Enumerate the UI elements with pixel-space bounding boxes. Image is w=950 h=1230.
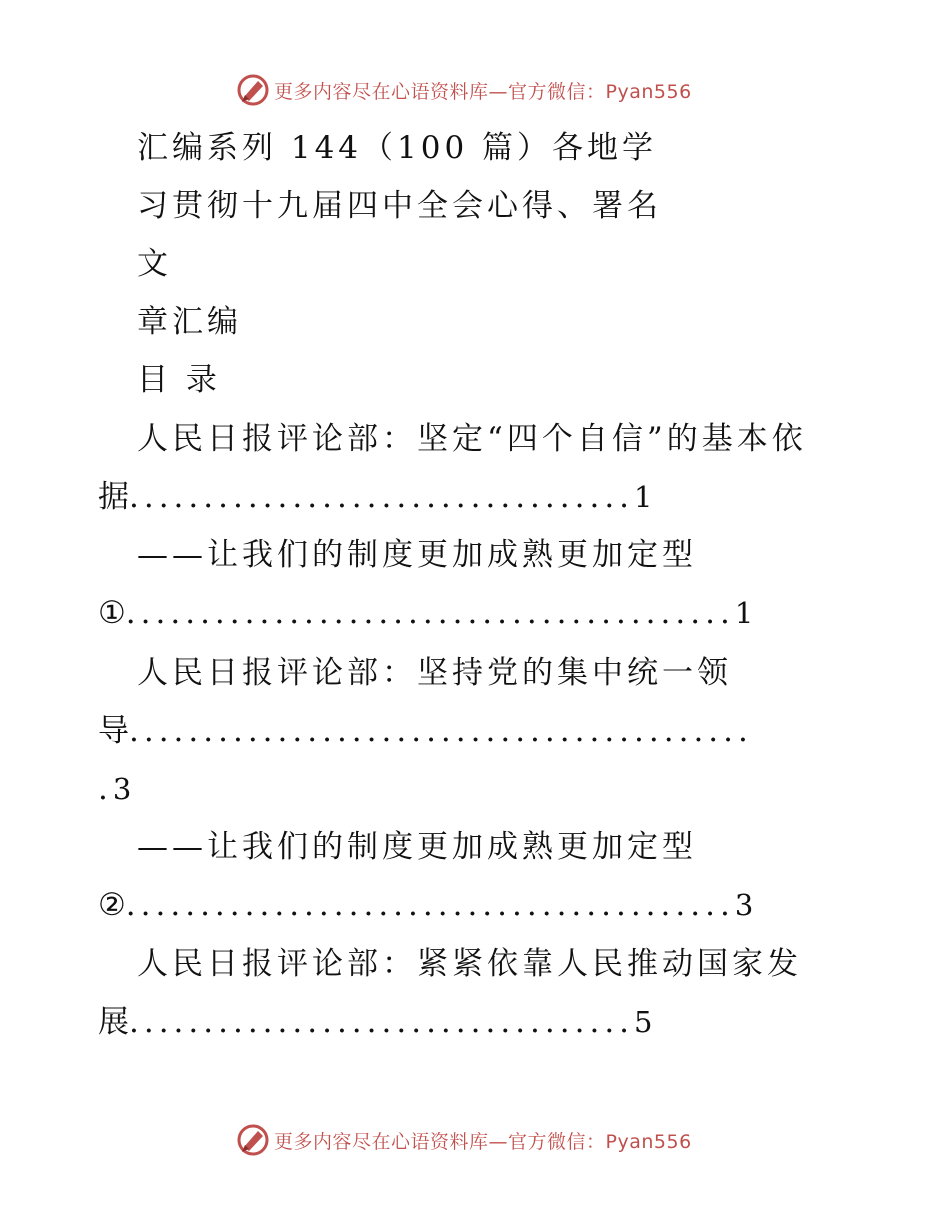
toc-heading: 目 录	[137, 362, 221, 398]
toc-entry-3-lead: 导	[98, 713, 129, 749]
toc-entry-4-dots: .........................................	[125, 887, 735, 923]
toc-entry-1-lead: 据	[98, 479, 129, 515]
toc-entry-2-dots: .........................................	[125, 595, 735, 631]
footer-banner-text: 更多内容尽在心语资料库—官方微信：Pyan556	[274, 1130, 692, 1153]
toc-entry-2-leader	[98, 593, 753, 633]
toc-entry-1-leader	[98, 477, 653, 517]
toc-entry-4-title: ——让我们的制度更加成熟更加定型	[137, 829, 697, 865]
toc-entry-3-tail: .	[98, 771, 113, 807]
toc-entry-1-page: 1	[634, 480, 653, 514]
toc-entry-1-title: 人民日报评论部：坚定“四个自信”的基本依	[137, 421, 807, 457]
title-line-2: 习贯彻十九届四中全会心得、署名	[137, 188, 662, 224]
toc-entry-3-leader-wrap	[98, 769, 131, 809]
toc-entry-2-lead: ①	[98, 595, 126, 631]
pen-logo-icon	[236, 1123, 270, 1157]
title-line-4: 章汇编	[137, 304, 242, 340]
toc-entry-3-dots: ..........................................	[129, 713, 753, 749]
title-line-3: 文	[137, 246, 172, 282]
toc-entry-4-lead: ②	[98, 887, 126, 923]
title-line-1: 汇编系列 144（100 篇）各地学	[137, 130, 658, 166]
toc-entry-1-dots: ..................................	[129, 479, 635, 515]
toc-entry-2-page: 1	[734, 596, 754, 630]
toc-entry-4-page: 3	[734, 888, 754, 922]
toc-entry-3-leader	[98, 711, 753, 751]
header-banner-text: 更多内容尽在心语资料库—官方微信：Pyan556	[274, 80, 692, 103]
toc-entry-3-page: 3	[112, 772, 132, 806]
footer-banner	[236, 1122, 716, 1158]
toc-entry-4-leader	[98, 885, 753, 925]
toc-entry-5-leader	[98, 1002, 653, 1042]
toc-entry-3-title: 人民日报评论部：坚持党的集中统一领	[137, 655, 732, 691]
toc-entry-5-dots: ..................................	[129, 1004, 635, 1040]
toc-entry-2-title: ——让我们的制度更加成熟更加定型	[137, 537, 697, 573]
toc-entry-5-title: 人民日报评论部：紧紧依靠人民推动国家发	[137, 946, 802, 982]
toc-entry-5-lead: 展	[98, 1004, 129, 1040]
toc-entry-5-page: 5	[634, 1005, 653, 1039]
